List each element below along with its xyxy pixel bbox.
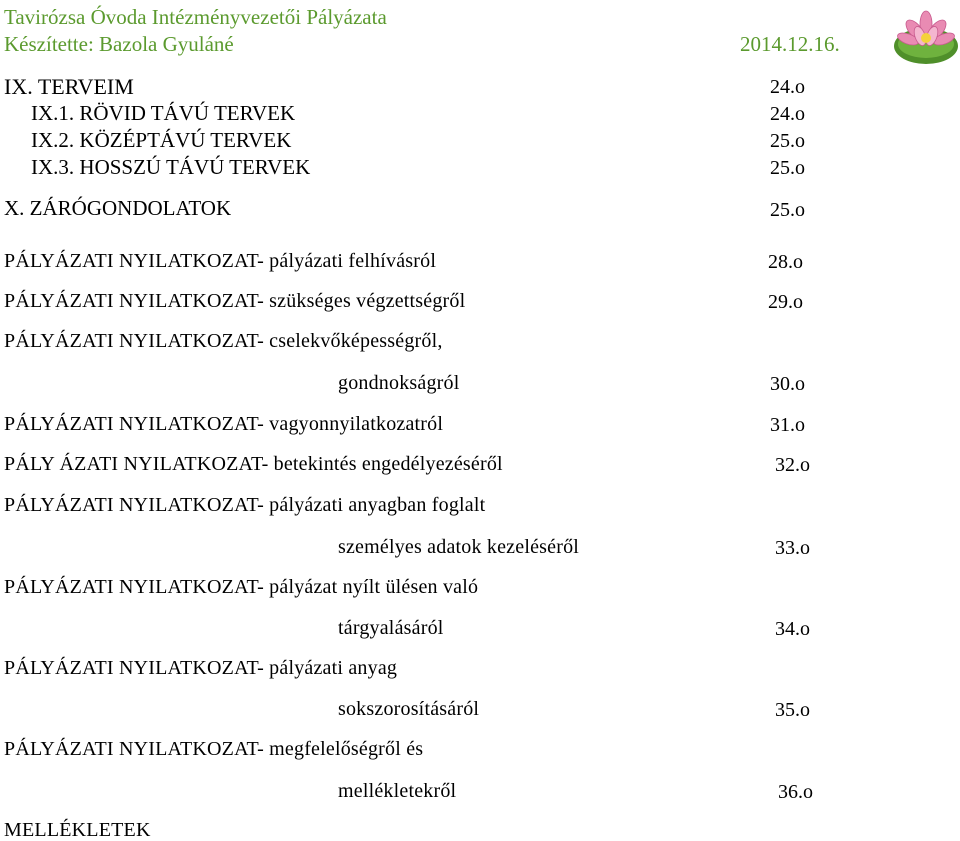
toc-entry-declaration-copying: PÁLYÁZATI NYILATKOZAT- pályázati anyag: [4, 657, 398, 679]
toc-page-declaration-copying: 35.o: [775, 699, 810, 721]
toc-entry-declaration-copying-cont: sokszorosításáról: [338, 698, 480, 720]
toc-entry-declaration-assets: PÁLYÁZATI NYILATKOZAT- vagyonnyilatkozatról: [4, 413, 444, 435]
document-date: 2014.12.16.: [740, 32, 840, 56]
toc-page-x: 25.o: [770, 199, 805, 221]
toc-page-declaration-compliance: 36.o: [778, 781, 813, 803]
toc-page-ix-3: 25.o: [770, 157, 805, 179]
toc-page-declaration-call: 28.o: [768, 251, 803, 273]
toc-entry-declaration-public-session-cont: tárgyalásáról: [338, 617, 444, 639]
toc-entry-ix-2: IX.2. KÖZÉPTÁVÚ TERVEK: [31, 128, 292, 152]
toc-entry-appendix: MELLÉKLETEK: [4, 819, 151, 841]
toc-page-declaration-assets: 31.o: [770, 414, 805, 436]
toc-entry-ix-1: IX.1. RÖVID TÁVÚ TERVEK: [31, 101, 296, 125]
toc-entry-declaration-compliance: PÁLYÁZATI NYILATKOZAT- megfelelőségről és: [4, 738, 424, 760]
toc-entry-declaration-personal-data: PÁLYÁZATI NYILATKOZAT- pályázati anyagban foglalt: [4, 494, 486, 516]
toc-page-declaration-access: 32.o: [775, 454, 810, 476]
toc-page-ix-2: 25.o: [770, 130, 805, 152]
water-lily-icon: [893, 8, 959, 66]
toc-entry-declaration-personal-data-cont: személyes adatok kezeléséről: [338, 536, 580, 558]
toc-entry-declaration-access: PÁLY ÁZATI NYILATKOZAT- betekintés engedélyezéséről: [4, 453, 503, 475]
toc-page-declaration-public-session: 34.o: [775, 618, 810, 640]
toc-page-declaration-qualification: 29.o: [768, 291, 803, 313]
toc-page-declaration-personal-data: 33.o: [775, 537, 810, 559]
toc-page-declaration-capacity: 30.o: [770, 373, 805, 395]
toc-page-ix: 24.o: [770, 76, 805, 98]
document-author: Készítette: Bazola Gyuláné: [4, 32, 234, 56]
toc-entry-declaration-capacity-cont: gondnokságról: [338, 372, 460, 394]
toc-entry-declaration-compliance-cont: mellékletekről: [338, 780, 457, 802]
toc-entry-declaration-call: PÁLYÁZATI NYILATKOZAT- pályázati felhívásról: [4, 250, 437, 272]
toc-entry-declaration-public-session: PÁLYÁZATI NYILATKOZAT- pályázat nyílt ülésen való: [4, 576, 479, 598]
toc-entry-declaration-capacity: PÁLYÁZATI NYILATKOZAT- cselekvőképességről,: [4, 330, 443, 352]
toc-entry-ix-3: IX.3. HOSSZÚ TÁVÚ TERVEK: [31, 155, 311, 179]
toc-entry-x: X. ZÁRÓGONDOLATOK: [4, 196, 232, 220]
toc-entry-ix: IX. TERVEIM: [4, 74, 134, 99]
document-title: Tavirózsa Óvoda Intézményvezetői Pályázata: [4, 5, 387, 29]
toc-entry-declaration-qualification: PÁLYÁZATI NYILATKOZAT- szükséges végzettségről: [4, 290, 466, 312]
toc-page-ix-1: 24.o: [770, 103, 805, 125]
